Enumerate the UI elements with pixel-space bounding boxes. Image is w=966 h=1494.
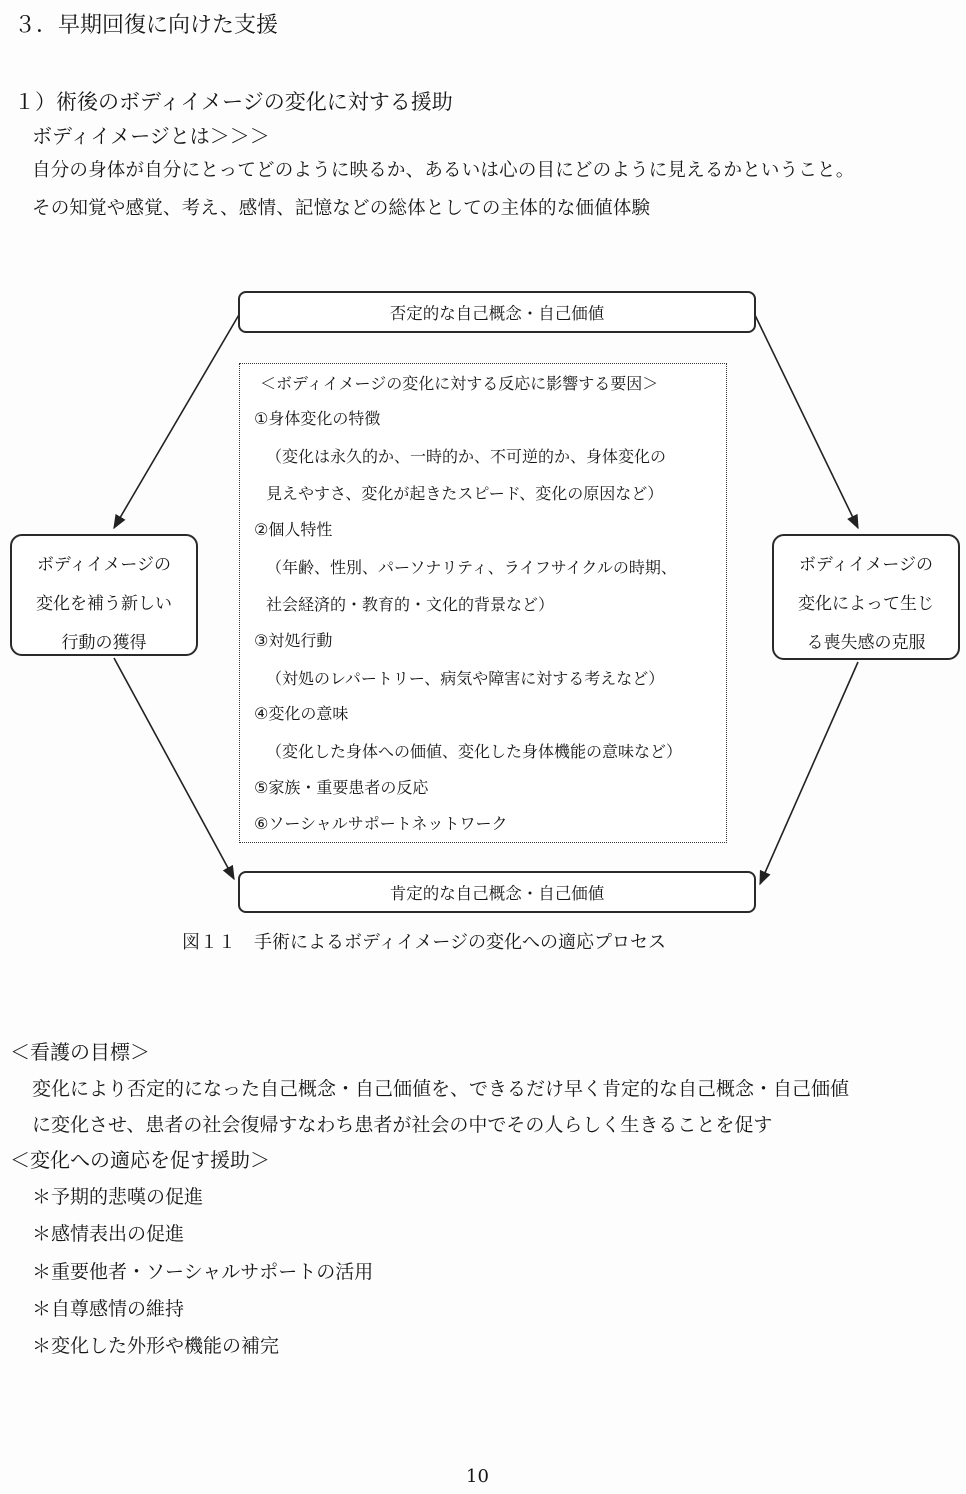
support-item: ＊自尊感情の維持	[32, 1298, 185, 1320]
definition-heading: ボディイメージとは＞＞＞	[32, 124, 270, 148]
loss-overcoming-box	[772, 534, 960, 660]
positive-self-concept-label: 肯定的な自己概念・自己価値	[389, 884, 605, 903]
factor-item: ②個人特性	[254, 520, 333, 539]
loss-overcoming-line: ボディイメージの	[798, 555, 934, 575]
nursing-goal-heading: ＜看護の目標＞	[10, 1040, 150, 1064]
loss-overcoming-line: 変化によって生じ	[798, 594, 934, 614]
factor-item: ⑤家族・重要患者の反応	[254, 778, 429, 797]
factor-detail: （変化は永久的か、一時的か、不可逆的か、身体変化の	[266, 447, 667, 466]
factor-item: ①身体変化の特徴	[254, 409, 381, 428]
support-heading: ＜変化への適応を促す援助＞	[10, 1148, 270, 1172]
factor-detail: （対処のレパートリー、病気や障害に対する考えなど）	[266, 669, 665, 688]
factor-detail: （変化した身体への価値、変化した身体機能の意味など）	[266, 742, 683, 761]
figure-caption: 図１１ 手術によるボディイメージの変化への適応プロセス	[182, 932, 667, 953]
negative-self-concept-label: 否定的な自己概念・自己価値	[389, 304, 605, 323]
new-behavior-line: ボディイメージの	[36, 555, 172, 575]
section-heading: ３．早期回復に向けた支援	[14, 13, 279, 38]
positive-self-concept-box	[238, 871, 756, 913]
arrow-left-to-bottom	[114, 658, 234, 879]
new-behavior-line: 行動の獲得	[61, 633, 147, 653]
factor-item: ③対処行動	[254, 631, 333, 650]
arrow-top-to-right	[754, 313, 858, 528]
support-item: ＊感情表出の促進	[32, 1223, 185, 1245]
support-item: ＊重要他者・ソーシャルサポートの活用	[32, 1261, 374, 1283]
loss-overcoming-line: る喪失感の克服	[806, 633, 926, 653]
arrow-right-to-bottom	[760, 662, 858, 884]
nursing-goal-line: 変化により否定的になった自己概念・自己価値を、できるだけ早く肯定的な自己概念・自己価値	[32, 1078, 850, 1100]
influencing-factors-box	[239, 363, 727, 843]
definition-line: 自分の身体が自分にとってどのように映るか、あるいは心の目にどのように見えるかということ。	[32, 160, 855, 181]
factor-detail: （年齢、性別、パーソナリティ、ライフサイクルの時期、	[266, 558, 677, 577]
subsection-heading: １）術後のボディイメージの変化に対する援助	[14, 90, 453, 114]
nursing-goal-line: に変化させ、患者の社会復帰すなわち患者が社会の中でその人らしく生きることを促す	[32, 1114, 773, 1136]
arrow-top-to-left	[114, 313, 240, 528]
factor-item: ④変化の意味	[254, 704, 349, 723]
negative-self-concept-box	[238, 291, 756, 333]
factor-detail: 社会経済的・教育的・文化的背景など）	[266, 595, 555, 614]
factor-item: ⑥ソーシャルサポートネットワーク	[254, 814, 508, 833]
page-number: 10	[466, 1466, 489, 1487]
support-item: ＊予期的悲嘆の促進	[32, 1186, 204, 1208]
new-behavior-box	[10, 534, 198, 656]
support-item: ＊変化した外形や機能の補完	[32, 1335, 280, 1357]
factor-detail: 見えやすさ、変化が起きたスピード、変化の原因など）	[266, 484, 664, 503]
factors-title: ＜ボディイメージの変化に対する反応に影響する要因＞	[260, 374, 659, 393]
definition-line: その知覚や感覚、考え、感情、記憶などの総体としての主体的な価値体験	[32, 198, 651, 219]
new-behavior-line: 変化を補う新しい	[36, 594, 172, 614]
